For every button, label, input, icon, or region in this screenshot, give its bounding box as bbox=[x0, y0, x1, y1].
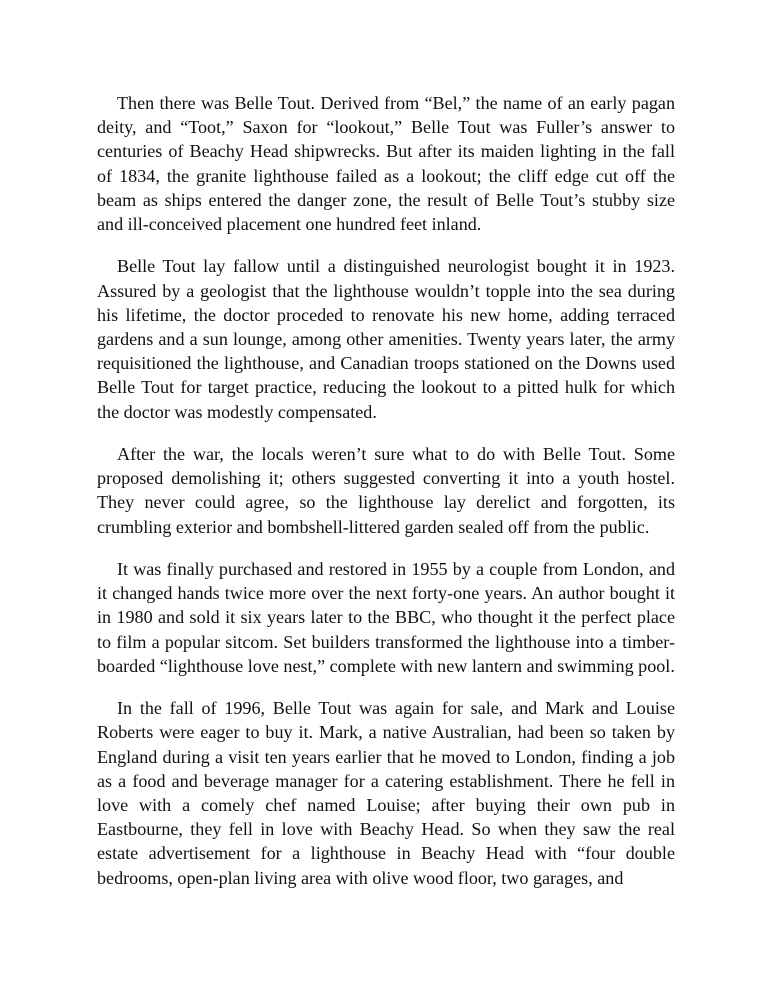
paragraph-belle-tout-origin: Then there was Belle Tout. Derived from “Bel,” the name of an early pagan deity, and “Toot,” Saxon for “lookout,” Belle Tout was Fuller’s answer to centuries of Beachy Head shipwrecks. But after its maiden lighting in the fall of 1834, the granite lighthouse failed as a lookout; the cliff edge cut off the beam as ships entered the danger zone, the result of Belle Tout’s stubby size and ill-conceived placement one hundred feet inland. bbox=[97, 93, 675, 235]
paragraph-after-the-war: After the war, the locals weren’t sure what to do with Belle Tout. Some proposed demolishing it; others suggested converting it into a youth hostel. They never could agree, so the lighthouse lay derelict and forgotten, its crumbling exterior and bombshell-littered garden sealed off from the public. bbox=[97, 444, 675, 537]
paragraph-roberts: In the fall of 1996, Belle Tout was again for sale, and Mark and Louise Roberts were eager to buy it. Mark, a native Australian, had been so taken by England during a visit ten years earlier that he moved to London, finding a job as a food and beverage manager for a catering establishment. There he fell in love with a comely chef named Louise; after buying their own pub in Eastbourne, they fell in love with Beachy Head. So when they saw the real estate advertisement for a lighthouse in Beachy Head with “four double bedrooms, open-plan living area with olive wood floor, two garages, and bbox=[97, 698, 675, 888]
paragraph-neurologist: Belle Tout lay fallow until a distinguished neurologist bought it in 1923. Assured by a geologist that the lighthouse wouldn’t topple into the sea during his lifetime, the doctor proceded to renovate his new home, adding terraced gardens and a sun lounge, among other amenities. Twenty years later, the army requisitioned the lighthouse, and Canadian troops stationed on the Downs used Belle Tout for target practice, reducing the lookout to a pitted hulk for which the doctor was modestly compensated. bbox=[97, 256, 675, 422]
paragraph-restoration: It was finally purchased and restored in 1955 by a couple from London, and it changed hands twice more over the next forty-one years. An author bought it in 1980 and sold it six years later to the BBC, who thought it the perfect place to film a popular sitcom. Set builders transformed the lighthouse into a timber-boarded “lighthouse love nest,” complete with new lantern and swimming pool. bbox=[97, 559, 675, 676]
document-page bbox=[97, 91, 675, 890]
